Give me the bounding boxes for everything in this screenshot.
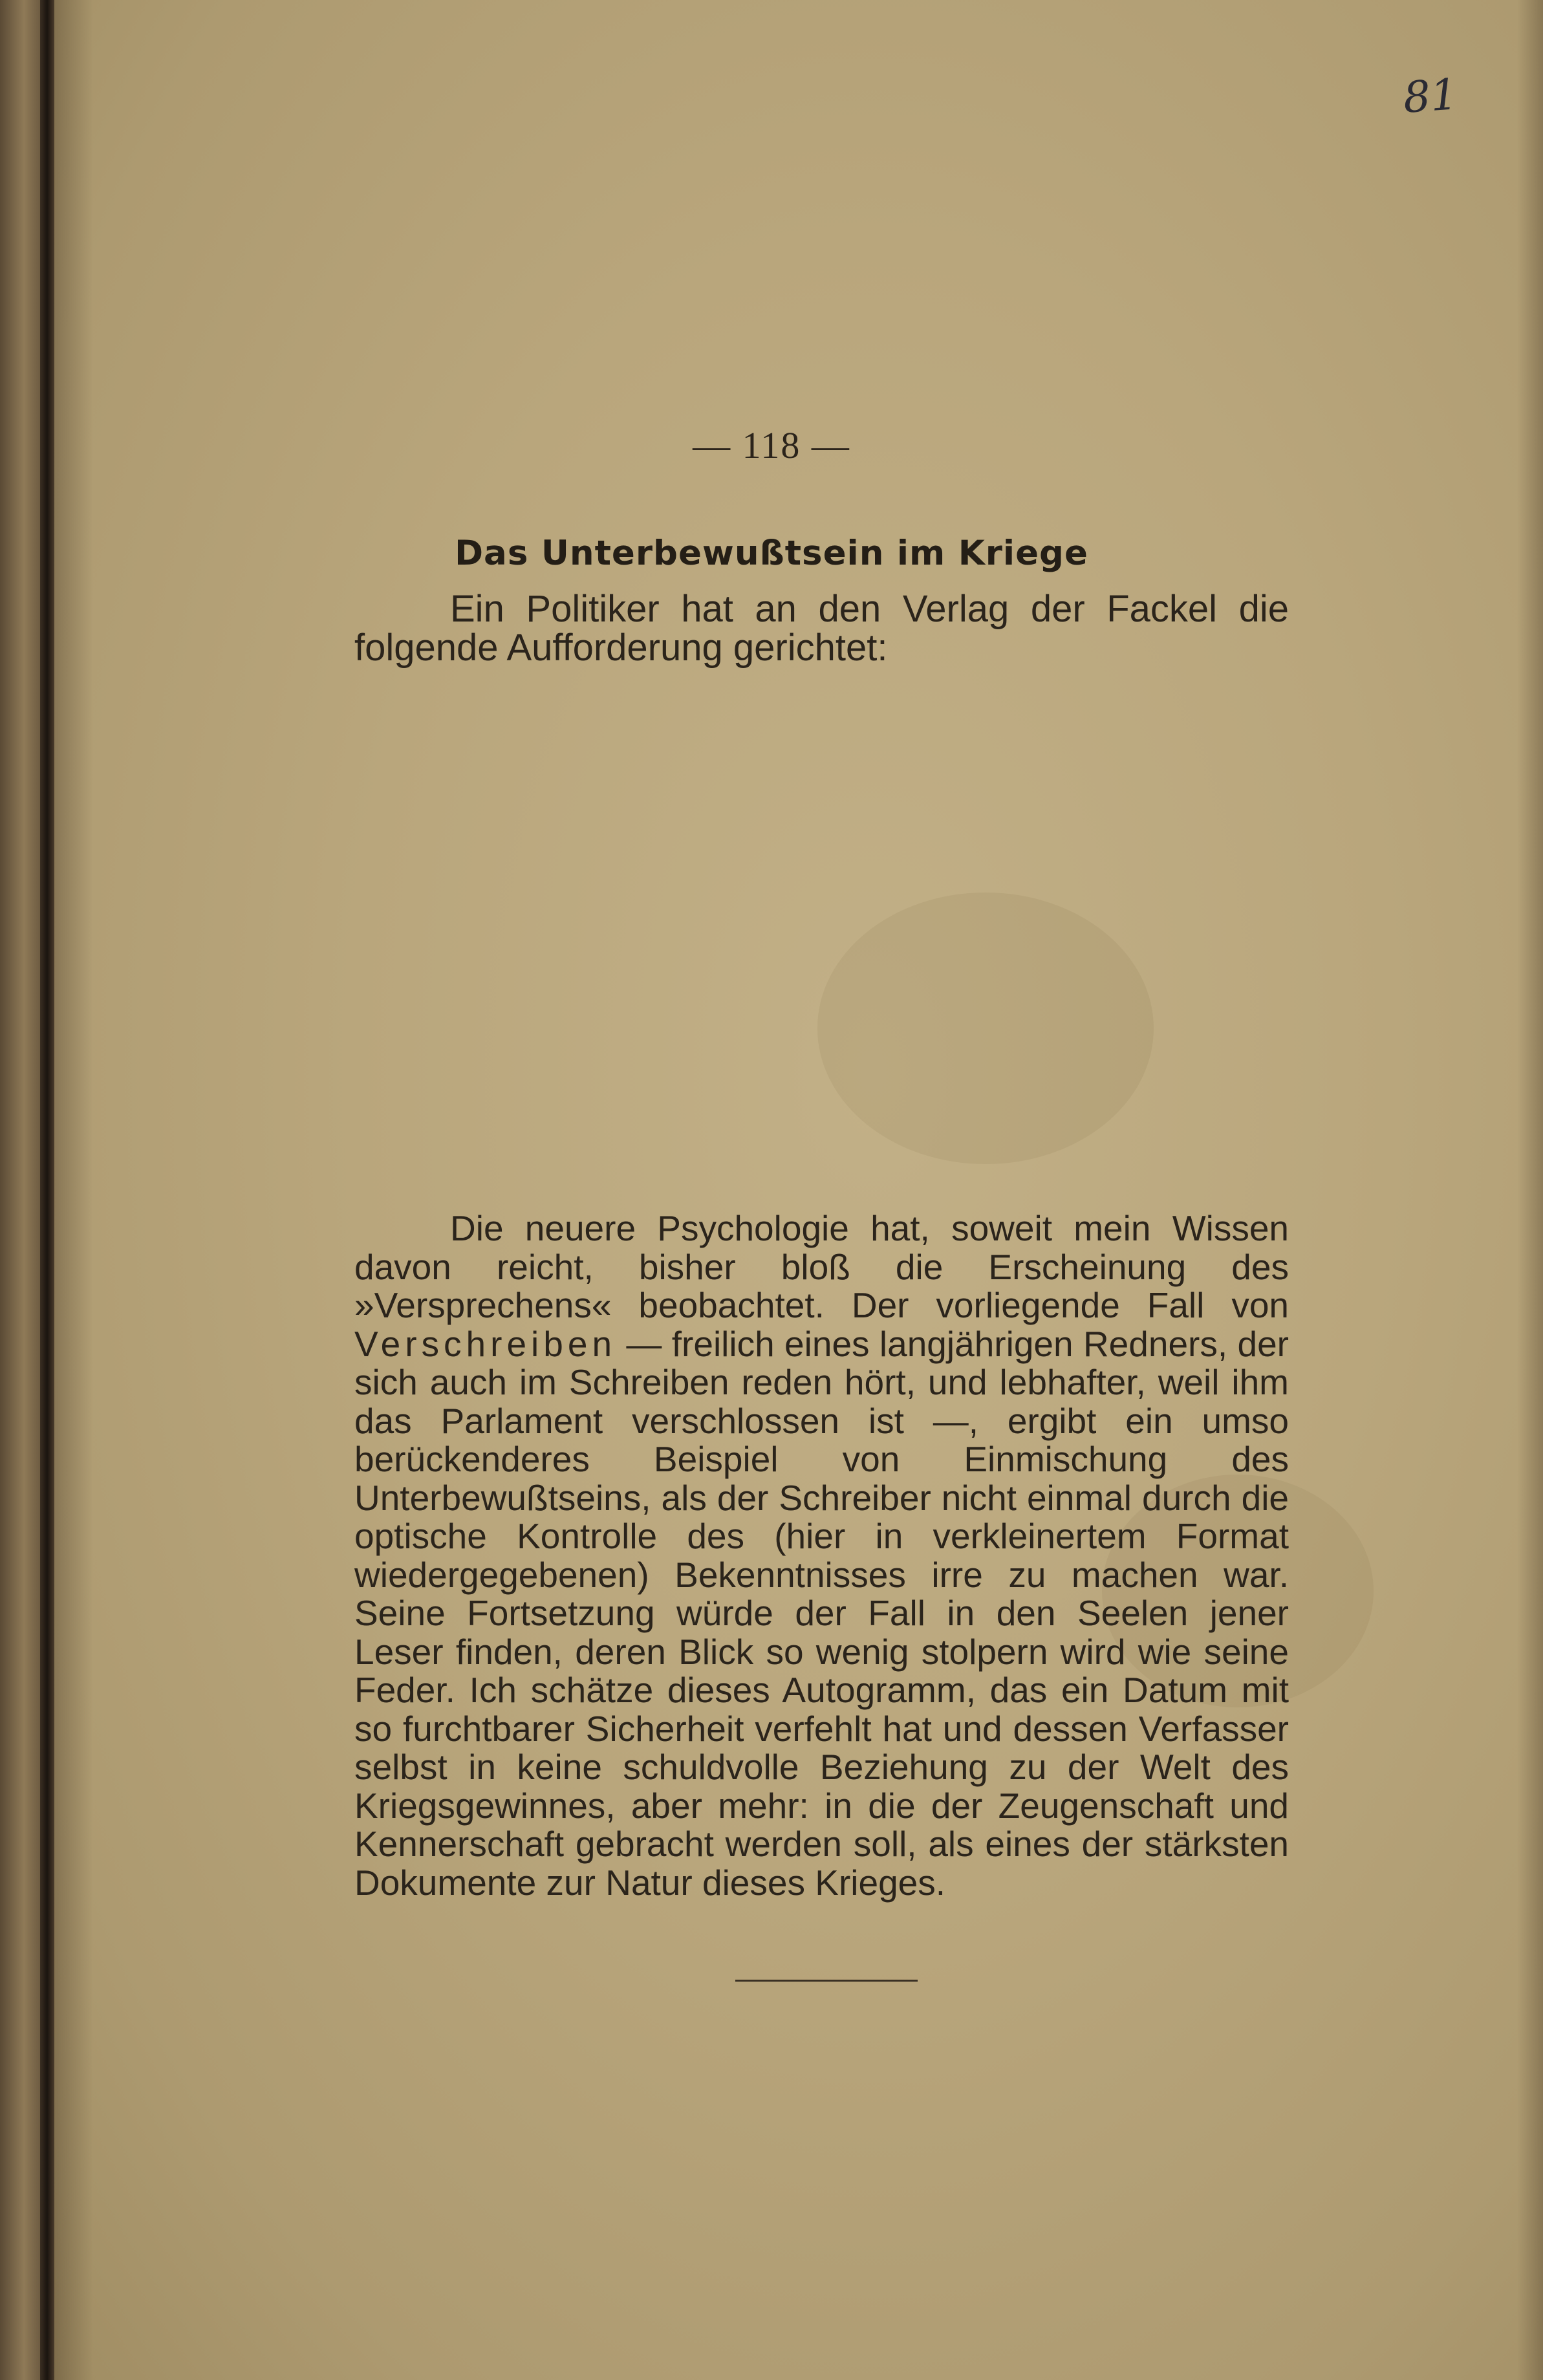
page-number: — 118 —	[693, 424, 850, 466]
book-gutter	[40, 0, 54, 2380]
emphasized-word: Verschreiben	[354, 1323, 617, 1364]
page-sheet	[54, 0, 1543, 2380]
previous-page-edge	[0, 0, 40, 2380]
body-text-start: Die neuere Psychologie hat, soweit mein Wissen davon reicht, bisher bloß die Erscheinung des »Versprechens« beobachtet. Der vorliegende Fall von	[354, 1208, 1289, 1325]
intro-paragraph: Ein Politiker hat an den Verlag der Fackel die folgende Aufforderung gerichtet:	[354, 588, 1289, 669]
end-rule-divider	[735, 1980, 918, 1982]
paper-stain	[817, 892, 1154, 1164]
article-title: Das Unterbewußtsein im Kriege	[455, 534, 1088, 573]
body-text-end: — freilich eines langjährigen Redners, der sich auch im Schreiben reden hört, und lebhafter, weil ihm das Parlament verschlossen ist —, ergibt ein umso berückenderes Beispiel von Einmischung des Unterbewußtseins, als der Schreiber nicht einmal durch die optische Kontrolle des (hier in verkleinertem Format wiedergegebenen) Bekenntnisses irre zu machen war. Seine Fortsetzung würde der Fall in den Seelen jener Leser finden, deren Blick so wenig stolpern wird wie seine Feder. Ich schätze dieses Autogramm, das ein Datum mit so furchtbarer Sicherheit verfehlt hat und dessen Verfasser selbst in keine schuldvolle Beziehung zu der Welt des Kriegsgewinnes, aber mehr: in die der Zeugenschaft und Kennerschaft gebracht werden soll, als eines der stärksten Dokumente zur Natur dieses Krieges.	[354, 1323, 1289, 1903]
body-paragraph	[354, 1209, 1289, 1902]
handwritten-folio-number: 81	[1401, 69, 1460, 123]
